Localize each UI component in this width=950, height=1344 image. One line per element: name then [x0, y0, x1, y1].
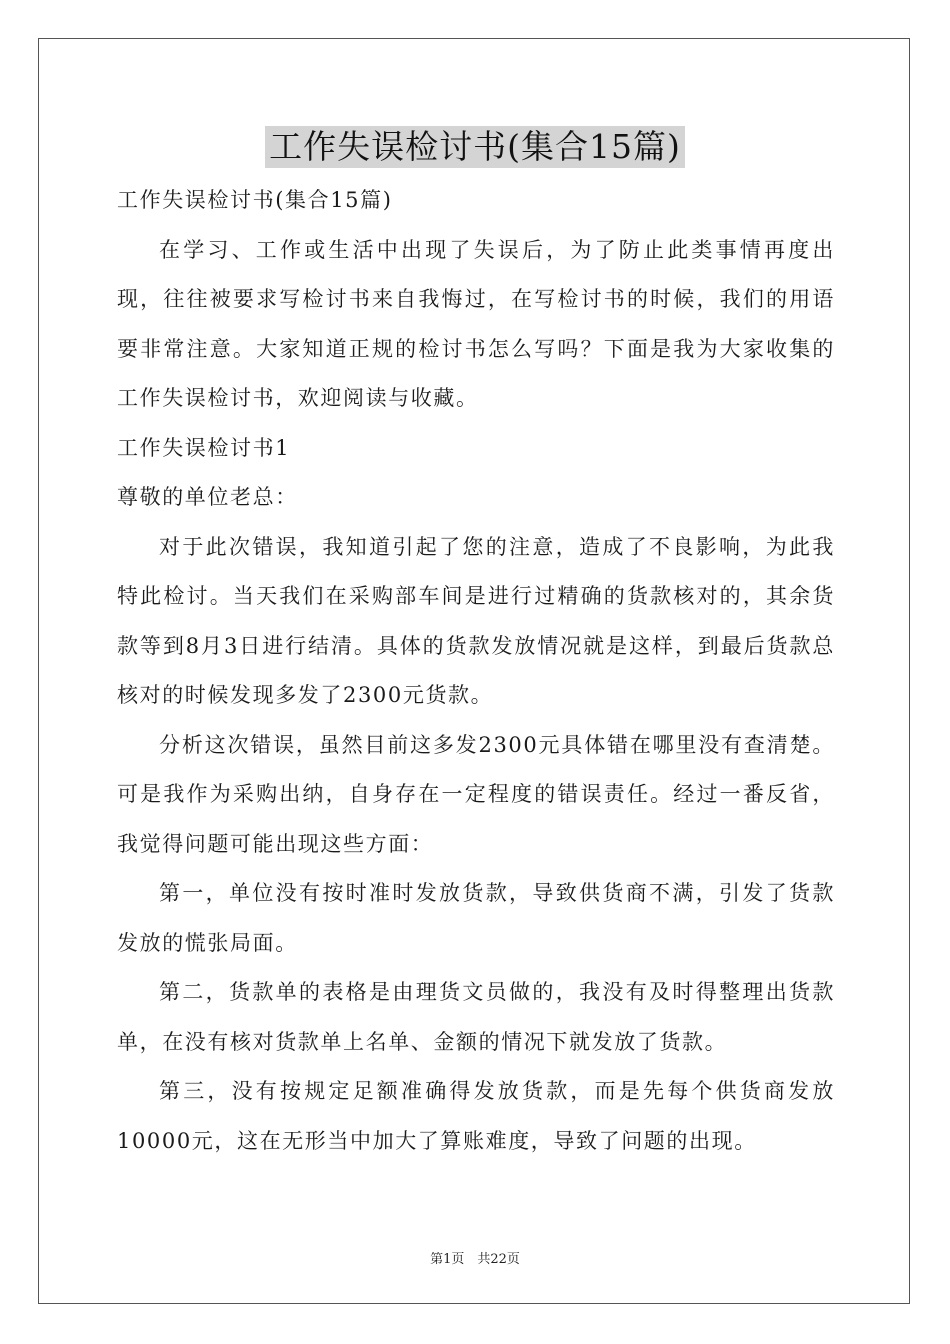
body-paragraph: 第三，没有按规定足额准确得发放货款，而是先每个供货商发放10000元，这在无形当中加大了算账难度，导致了问题的出现。 — [117, 1079, 835, 1153]
salutation: 尊敬的单位老总： — [117, 485, 298, 509]
body-paragraph: 分析这次错误，虽然目前这多发2300元具体错在哪里没有查清楚。可是我作为采购出纳，自身存在一定程度的错误责任。经过一番反省，我觉得问题可能出现这些方面： — [117, 732, 835, 856]
body-paragraph: 第一，单位没有按时准时发放货款，导致供货商不满，引发了货款发放的慌张局面。 — [117, 881, 835, 955]
intro-paragraph: 在学习、工作或生活中出现了失误后，为了防止此类事情再度出现，往往被要求写检讨书来自我悔过，在写检讨书的时候，我们的用语要非常注意。大家知道正规的检讨书怎么写吗？下面是我为大家收集的工作失误检讨书，欢迎阅读与收藏。 — [117, 237, 835, 410]
page-footer: 第1页 共22页 — [430, 1252, 520, 1267]
body-paragraph: 第二，货款单的表格是由理货文员做的，我没有及时得整理出货款单，在没有核对货款单上名单、金额的情况下就发放了货款。 — [117, 980, 835, 1054]
section-heading: 工作失误检讨书1 — [117, 435, 291, 460]
document-title: 工作失误检讨书(集合15篇) — [265, 126, 685, 168]
document-body — [117, 176, 835, 1166]
body-paragraph: 对于此次错误，我知道引起了您的注意，造成了不良影响，为此我特此检讨。当天我们在采购部车间是进行过精确的货款核对的，其余货款等到8月3日进行结清。具体的货款发放情况就是这样，到最后货款总核对的时候发现多发了2300元货款。 — [117, 534, 835, 707]
document-subtitle: 工作失误检讨书(集合15篇) — [117, 188, 393, 212]
title-container — [0, 126, 950, 168]
